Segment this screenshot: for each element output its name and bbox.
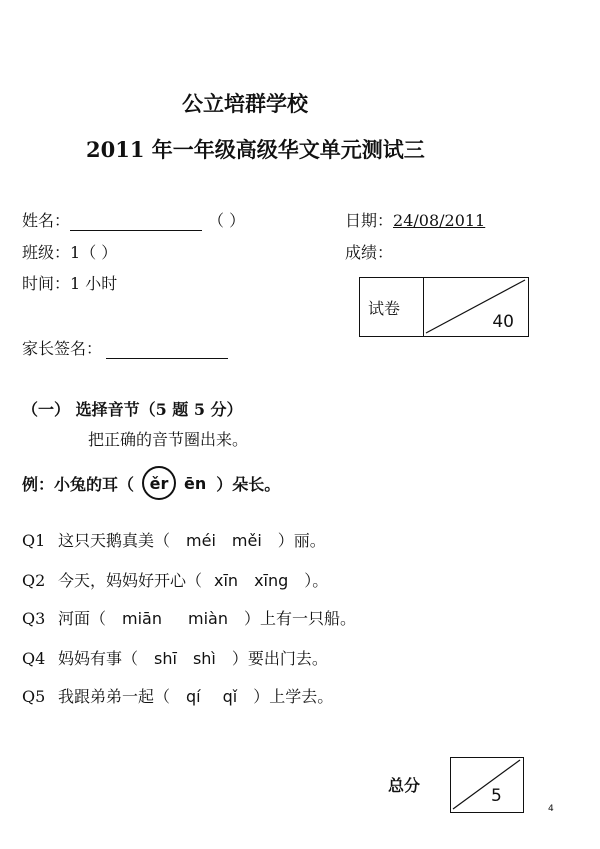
option-2[interactable]: xīng <box>254 571 289 590</box>
class-label: 班级： <box>22 243 71 262</box>
question-item <box>22 568 328 591</box>
question-item <box>22 646 328 669</box>
paper-score-label-cell <box>360 278 424 336</box>
question-after: ）要出门去。 <box>231 649 328 668</box>
question-before: 今天，妈妈好开心（ <box>58 571 203 590</box>
section-heading: （一） 选择音节（5 题 5 分） <box>22 400 243 419</box>
paper-score-total: 40 <box>492 312 514 332</box>
total-label: 总分 <box>388 776 421 795</box>
class-value: 1（ ） <box>70 243 118 262</box>
example-other-option: ēn <box>184 473 207 493</box>
paper-score-label: 试卷 <box>368 299 401 318</box>
question-after: ）丽。 <box>277 531 326 550</box>
question-number: Q5 <box>22 687 46 706</box>
section-instruction: 把正确的音节圈出来。 <box>88 430 249 449</box>
question-before: 这只天鹅真美（ <box>58 531 171 550</box>
option-1[interactable]: miān <box>122 609 162 628</box>
total-score-value: 5 <box>491 786 502 806</box>
question-after: ）上有一只船。 <box>243 609 356 628</box>
time-row <box>22 271 117 294</box>
option-2[interactable]: miàn <box>188 609 228 628</box>
question-before: 河面（ <box>58 609 107 628</box>
parent-label: 家长签名： <box>22 339 103 358</box>
option-1[interactable]: shī <box>154 649 177 668</box>
question-item <box>22 606 356 629</box>
parent-row <box>22 336 228 359</box>
name-blank[interactable] <box>70 214 202 231</box>
option-2[interactable]: měi <box>231 531 262 550</box>
date-value: 24/08/2011 <box>393 211 486 230</box>
question-number: Q4 <box>22 649 46 668</box>
question-number: Q3 <box>22 609 46 628</box>
diagonal-line <box>451 758 522 811</box>
score-label: 成绩： <box>345 243 394 262</box>
option-1[interactable]: xīn <box>214 571 239 590</box>
class-row <box>22 240 117 263</box>
paper-score-box <box>359 277 529 337</box>
name-label: 姓名： <box>22 211 71 230</box>
example-circled-option: ěr <box>142 466 176 500</box>
exam-title: 2011 年一年级高级华文单元测试三 <box>86 137 425 162</box>
question-number: Q2 <box>22 571 46 590</box>
example-prefix: 例：小兔的耳（ <box>22 474 135 494</box>
question-item <box>22 684 333 707</box>
date-label: 日期： <box>345 211 394 230</box>
option-2[interactable]: qǐ <box>222 687 238 706</box>
question-after: ）。 <box>304 571 329 590</box>
example-row <box>22 466 280 500</box>
question-before: 我跟弟弟一起（ <box>58 687 171 706</box>
parent-signature-blank[interactable] <box>106 342 228 359</box>
date-row <box>345 208 485 231</box>
option-1[interactable]: méi <box>186 531 216 550</box>
school-name: 公立培群学校 <box>182 91 308 116</box>
page-mark: 4 <box>548 804 554 814</box>
question-item <box>22 528 326 551</box>
option-2[interactable]: shì <box>192 649 216 668</box>
option-1[interactable]: qí <box>186 687 201 706</box>
name-paren: （ ） <box>208 211 246 230</box>
example-suffix: ）朵长。 <box>216 474 281 494</box>
time-value: 1 小时 <box>70 274 118 293</box>
question-after: ）上学去。 <box>253 687 334 706</box>
total-score-box <box>450 757 524 813</box>
time-label: 时间： <box>22 274 71 293</box>
name-row <box>22 208 245 231</box>
question-before: 妈妈有事（ <box>58 649 139 668</box>
question-number: Q1 <box>22 531 46 550</box>
